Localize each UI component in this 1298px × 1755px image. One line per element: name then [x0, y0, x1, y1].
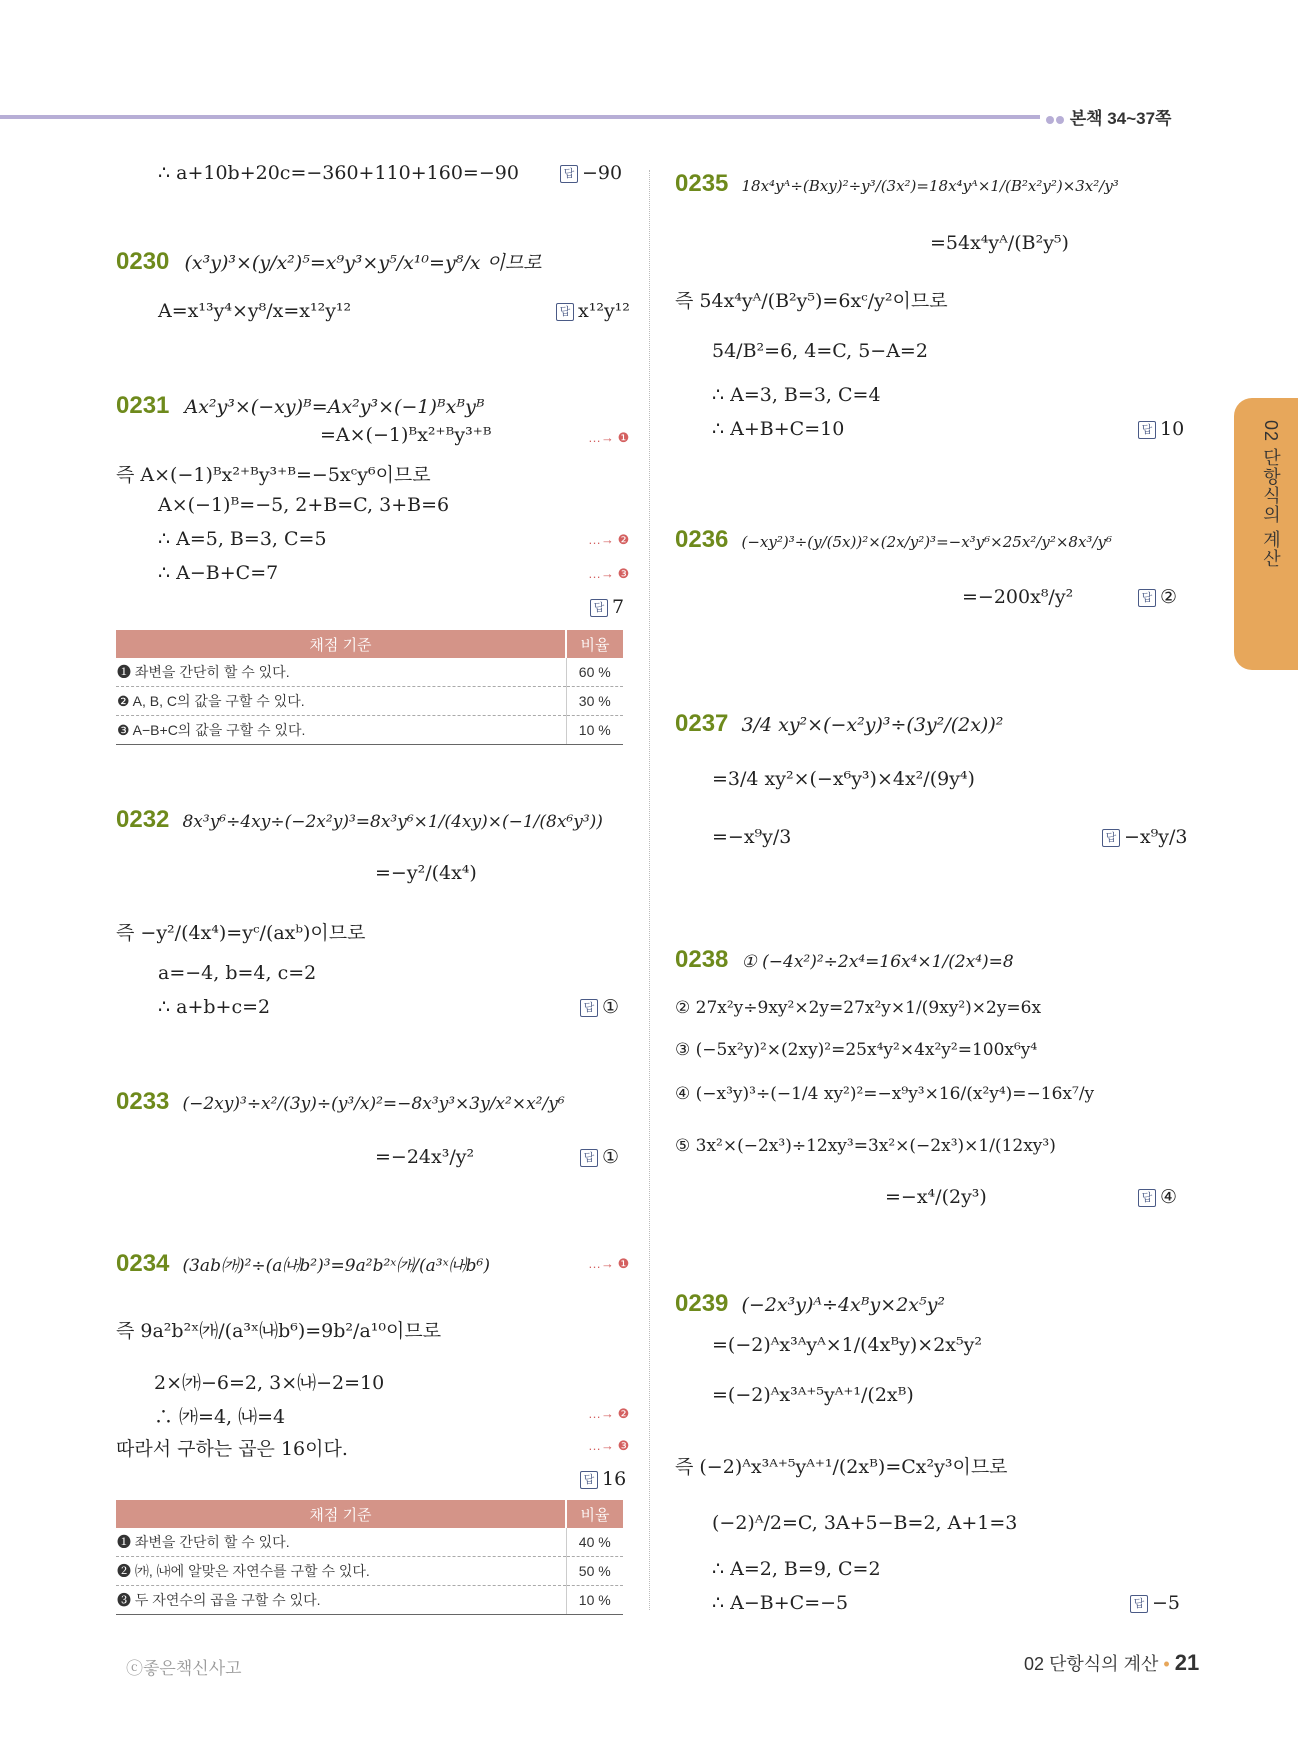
solution-line: 즉 A×(−1)ᴮx²⁺ᴮy³⁺ᴮ=−5xᶜy⁶이므로: [116, 464, 431, 486]
chapter-side-tab: [1234, 398, 1298, 670]
problem-0235: [675, 170, 1119, 198]
solution-line: Ax²y³×(−xy)ᴮ=Ax²y³×(−1)ᴮxᴮyᴮ: [184, 396, 485, 418]
solution-line: ∴ A−B+C=7: [158, 562, 279, 584]
scoring-rubric-0234: [116, 1500, 623, 1615]
solution-line: (−xy²)³÷(y/(5x))²×(2x/y²)³=−x³y⁶×25x²/y²×8x³/y⁶: [741, 533, 1112, 551]
hex-cluster-icon: [1045, 109, 1065, 128]
solution-line: 3/4 xy²×(−x²y)³÷(3y²/(2x))²: [741, 714, 1004, 736]
answer: 답 ②: [1138, 586, 1177, 608]
problem-number: 0235: [675, 170, 729, 197]
rubric-header-criterion: 채점 기준: [116, 630, 566, 658]
answer-marker: 답: [1130, 1595, 1148, 1613]
header-rule: [0, 115, 1040, 119]
answer-marker: 답: [590, 599, 608, 617]
solution-line: 따라서 구하는 곱은 16이다.: [116, 1438, 348, 1460]
answer: 답 10: [1138, 418, 1184, 440]
answer-marker: 답: [1138, 1189, 1156, 1207]
solution-line: ∴ A−B+C=−5: [712, 1592, 849, 1614]
solution-line: 즉 54x⁴yᴬ/(B²y⁵)=6xᶜ/y²이므로: [675, 290, 948, 312]
solution-line: ③ (−5x²y)²×(2xy)²=25x⁴y²×4x²y²=100x⁶y⁴: [675, 1040, 1038, 1060]
solution-line: =(−2)ᴬx³ᴬ⁺⁵yᴬ⁺¹/(2xᴮ): [712, 1384, 914, 1406]
solution-line: A=x¹³y⁴×y⁸/x=x¹²y¹²: [158, 300, 352, 322]
solution-line: ∴ a+b+c=2: [158, 996, 271, 1018]
solution-line: 2×㈎−6=2, 3×㈏−2=10: [154, 1372, 385, 1394]
step-marker-2: …→ ❷: [588, 1406, 630, 1421]
solution-line: 즉 −y²/(4x⁴)=yᶜ/(axᵇ)이므로: [116, 922, 366, 944]
problem-number: 0231: [116, 392, 170, 419]
problem-0234: [116, 1250, 490, 1278]
answer-marker: 답: [560, 165, 578, 183]
problem-number: 0237: [675, 710, 729, 737]
answer-marker: 답: [1102, 829, 1120, 847]
solution-line: (−2xy)³÷x²/(3y)÷(y³/x)²=−8x³y³×3y/x²×x²/y⁶: [182, 1094, 565, 1114]
solution-line: 8x³y⁶÷4xy÷(−2x²y)³=8x³y⁶×1/(4xy)×(−1/(8x⁶y³)): [182, 812, 603, 832]
solution-line: =−200x⁸/y²: [962, 586, 1074, 608]
solution-line: ∴ A=2, B=9, C=2: [712, 1558, 881, 1580]
carry-line: ∴ a+10b+20c=−360+110+160=−90: [158, 162, 519, 184]
problem-0233: [116, 1088, 565, 1116]
problem-0239: [675, 1290, 945, 1318]
solution-line: (−2)ᴬ/2=C, 3A+5−B=2, A+1=3: [712, 1512, 1018, 1534]
page-number: 21: [1174, 1650, 1200, 1675]
answer-marker: 답: [580, 1149, 598, 1167]
problem-0230: [116, 248, 542, 276]
answer-marker: 답: [580, 1471, 598, 1489]
answer: 답 16: [580, 1468, 626, 1490]
solution-line: ∴ A=3, B=3, C=4: [712, 384, 881, 406]
solution-line: ⑤ 3x²×(−2x³)÷12xy³=3x²×(−2x³)×1/(12xy³): [675, 1136, 1056, 1156]
solution-line: (x³y)³×(y/x²)⁵=x⁹y³×y⁵/x¹⁰=y⁸/x 이므로: [184, 252, 542, 274]
answer: 답 −x⁹y/3: [1102, 826, 1187, 848]
answer-marker: 답: [1138, 421, 1156, 439]
solution-line: ∴ ㈎=4, ㈏=4: [154, 1406, 286, 1428]
problem-number: 0236: [675, 526, 729, 553]
solution-line: ∴ A+B+C=10: [712, 418, 845, 440]
answer-marker: 답: [580, 999, 598, 1017]
answer: 답 −5: [1130, 1592, 1180, 1614]
step-marker-2: …→ ❷: [588, 532, 630, 547]
solution-line: A×(−1)ᴮ=−5, 2+B=C, 3+B=6: [158, 494, 450, 516]
step-marker-1: …→ ❶: [588, 430, 630, 445]
step-marker-3: …→ ❸: [588, 566, 630, 581]
solution-line: =−y²/(4x⁴): [375, 862, 477, 884]
rubric-row: ❸ 두 자연수의 곱을 구할 수 있다. 10 %: [116, 1586, 623, 1615]
footer-dot: •: [1163, 1654, 1170, 1674]
problem-0237: [675, 710, 1003, 738]
solution-line: =A×(−1)ᴮx²⁺ᴮy³⁺ᴮ: [320, 424, 492, 446]
answer: 답 x¹²y¹²: [556, 300, 630, 322]
book-reference: 본책 34~37쪽: [1045, 104, 1171, 129]
problem-0236: [675, 526, 1112, 554]
solution-line: ② 27x²y÷9xy²×2y=27x²y×1/(9xy²)×2y=6x: [675, 998, 1042, 1018]
answer-marker: 답: [556, 303, 574, 321]
problem-number: 0230: [116, 248, 170, 275]
solution-line: ① (−4x²)²÷2x⁴=16x⁴×1/(2x⁴)=8: [741, 952, 1014, 972]
column-divider: [649, 170, 650, 1610]
problem-0231: [116, 392, 485, 420]
answer: 답 7: [590, 596, 624, 618]
solution-line: 즉 9a²b²ˣ㈎/(a³ˣ㈏b⁶)=9b²/a¹⁰이므로: [116, 1320, 442, 1342]
rubric-row: ❶ 좌변을 간단히 할 수 있다. 40 %: [116, 1528, 623, 1557]
solution-line: 18x⁴yᴬ÷(Bxy)²÷y³/(3x²)=18x⁴yᴬ×1/(B²x²y²)×3x²/y³: [741, 177, 1119, 195]
solution-line: (3ab㈎)²÷(a㈏b²)³=9a²b²ˣ㈎/(a³ˣ㈏b⁶): [182, 1256, 490, 1276]
footer-chapter: 02 단항식의 계산 • 21: [1024, 1650, 1200, 1675]
answer: 답 ④: [1138, 1186, 1177, 1208]
rubric-row: ❷ A, B, C의 값을 구할 수 있다. 30 %: [116, 687, 623, 716]
rubric-row: ❷ ㈎, ㈏에 알맞은 자연수를 구할 수 있다. 50 %: [116, 1557, 623, 1586]
solution-line: =−x⁴/(2y³): [885, 1186, 987, 1208]
solution-line: ④ (−x³y)³÷(−1/4 xy²)²=−x⁹y³×16/(x²y⁴)=−16x⁷/y: [675, 1084, 1095, 1104]
problem-number: 0232: [116, 806, 170, 833]
solution-line: =54x⁴yᴬ/(B²y⁵): [930, 232, 1069, 254]
step-marker-1: …→ ❶: [588, 1256, 630, 1271]
solution-line: =−x⁹y/3: [712, 826, 792, 848]
problem-0232: [116, 806, 603, 834]
side-tab-label: 02 단항식의 계산: [1261, 420, 1281, 569]
scoring-rubric-0231: [116, 630, 623, 745]
answer-marker: 답: [1138, 589, 1156, 607]
solution-line: =−24x³/y²: [375, 1146, 475, 1168]
rubric-row: ❸ A−B+C의 값을 구할 수 있다. 10 %: [116, 716, 623, 745]
rubric-header-ratio: 비율: [566, 630, 623, 658]
carry-answer: 답 −90: [560, 162, 622, 184]
problem-0238: [675, 946, 1014, 974]
solution-line: a=−4, b=4, c=2: [158, 962, 317, 984]
rubric-header-criterion: 채점 기준: [116, 1500, 566, 1528]
rubric-row: ❶ 좌변을 간단히 할 수 있다. 60 %: [116, 658, 623, 687]
answer: 답 ①: [580, 1146, 619, 1168]
step-marker-3: …→ ❸: [588, 1438, 630, 1453]
solution-line: 즉 (−2)ᴬx³ᴬ⁺⁵yᴬ⁺¹/(2xᴮ)=Cx²y³이므로: [675, 1456, 1008, 1478]
problem-number: 0234: [116, 1250, 170, 1277]
solution-line: 54/B²=6, 4=C, 5−A=2: [712, 340, 928, 362]
rubric-header-ratio: 비율: [566, 1500, 623, 1528]
solution-line: =(−2)ᴬx³ᴬyᴬ×1/(4xᴮy)×2x⁵y²: [712, 1334, 982, 1356]
solution-line: ∴ A=5, B=3, C=5: [158, 528, 327, 550]
problem-number: 0233: [116, 1088, 170, 1115]
solution-line: (−2x³y)ᴬ÷4xᴮy×2x⁵y²: [741, 1294, 945, 1316]
solution-line: =3/4 xy²×(−x⁶y³)×4x²/(9y⁴): [712, 768, 975, 790]
copyright: ⓒ좋은책신사고: [126, 1659, 242, 1678]
problem-number: 0238: [675, 946, 729, 973]
answer: 답 ①: [580, 996, 619, 1018]
problem-number: 0239: [675, 1290, 729, 1317]
